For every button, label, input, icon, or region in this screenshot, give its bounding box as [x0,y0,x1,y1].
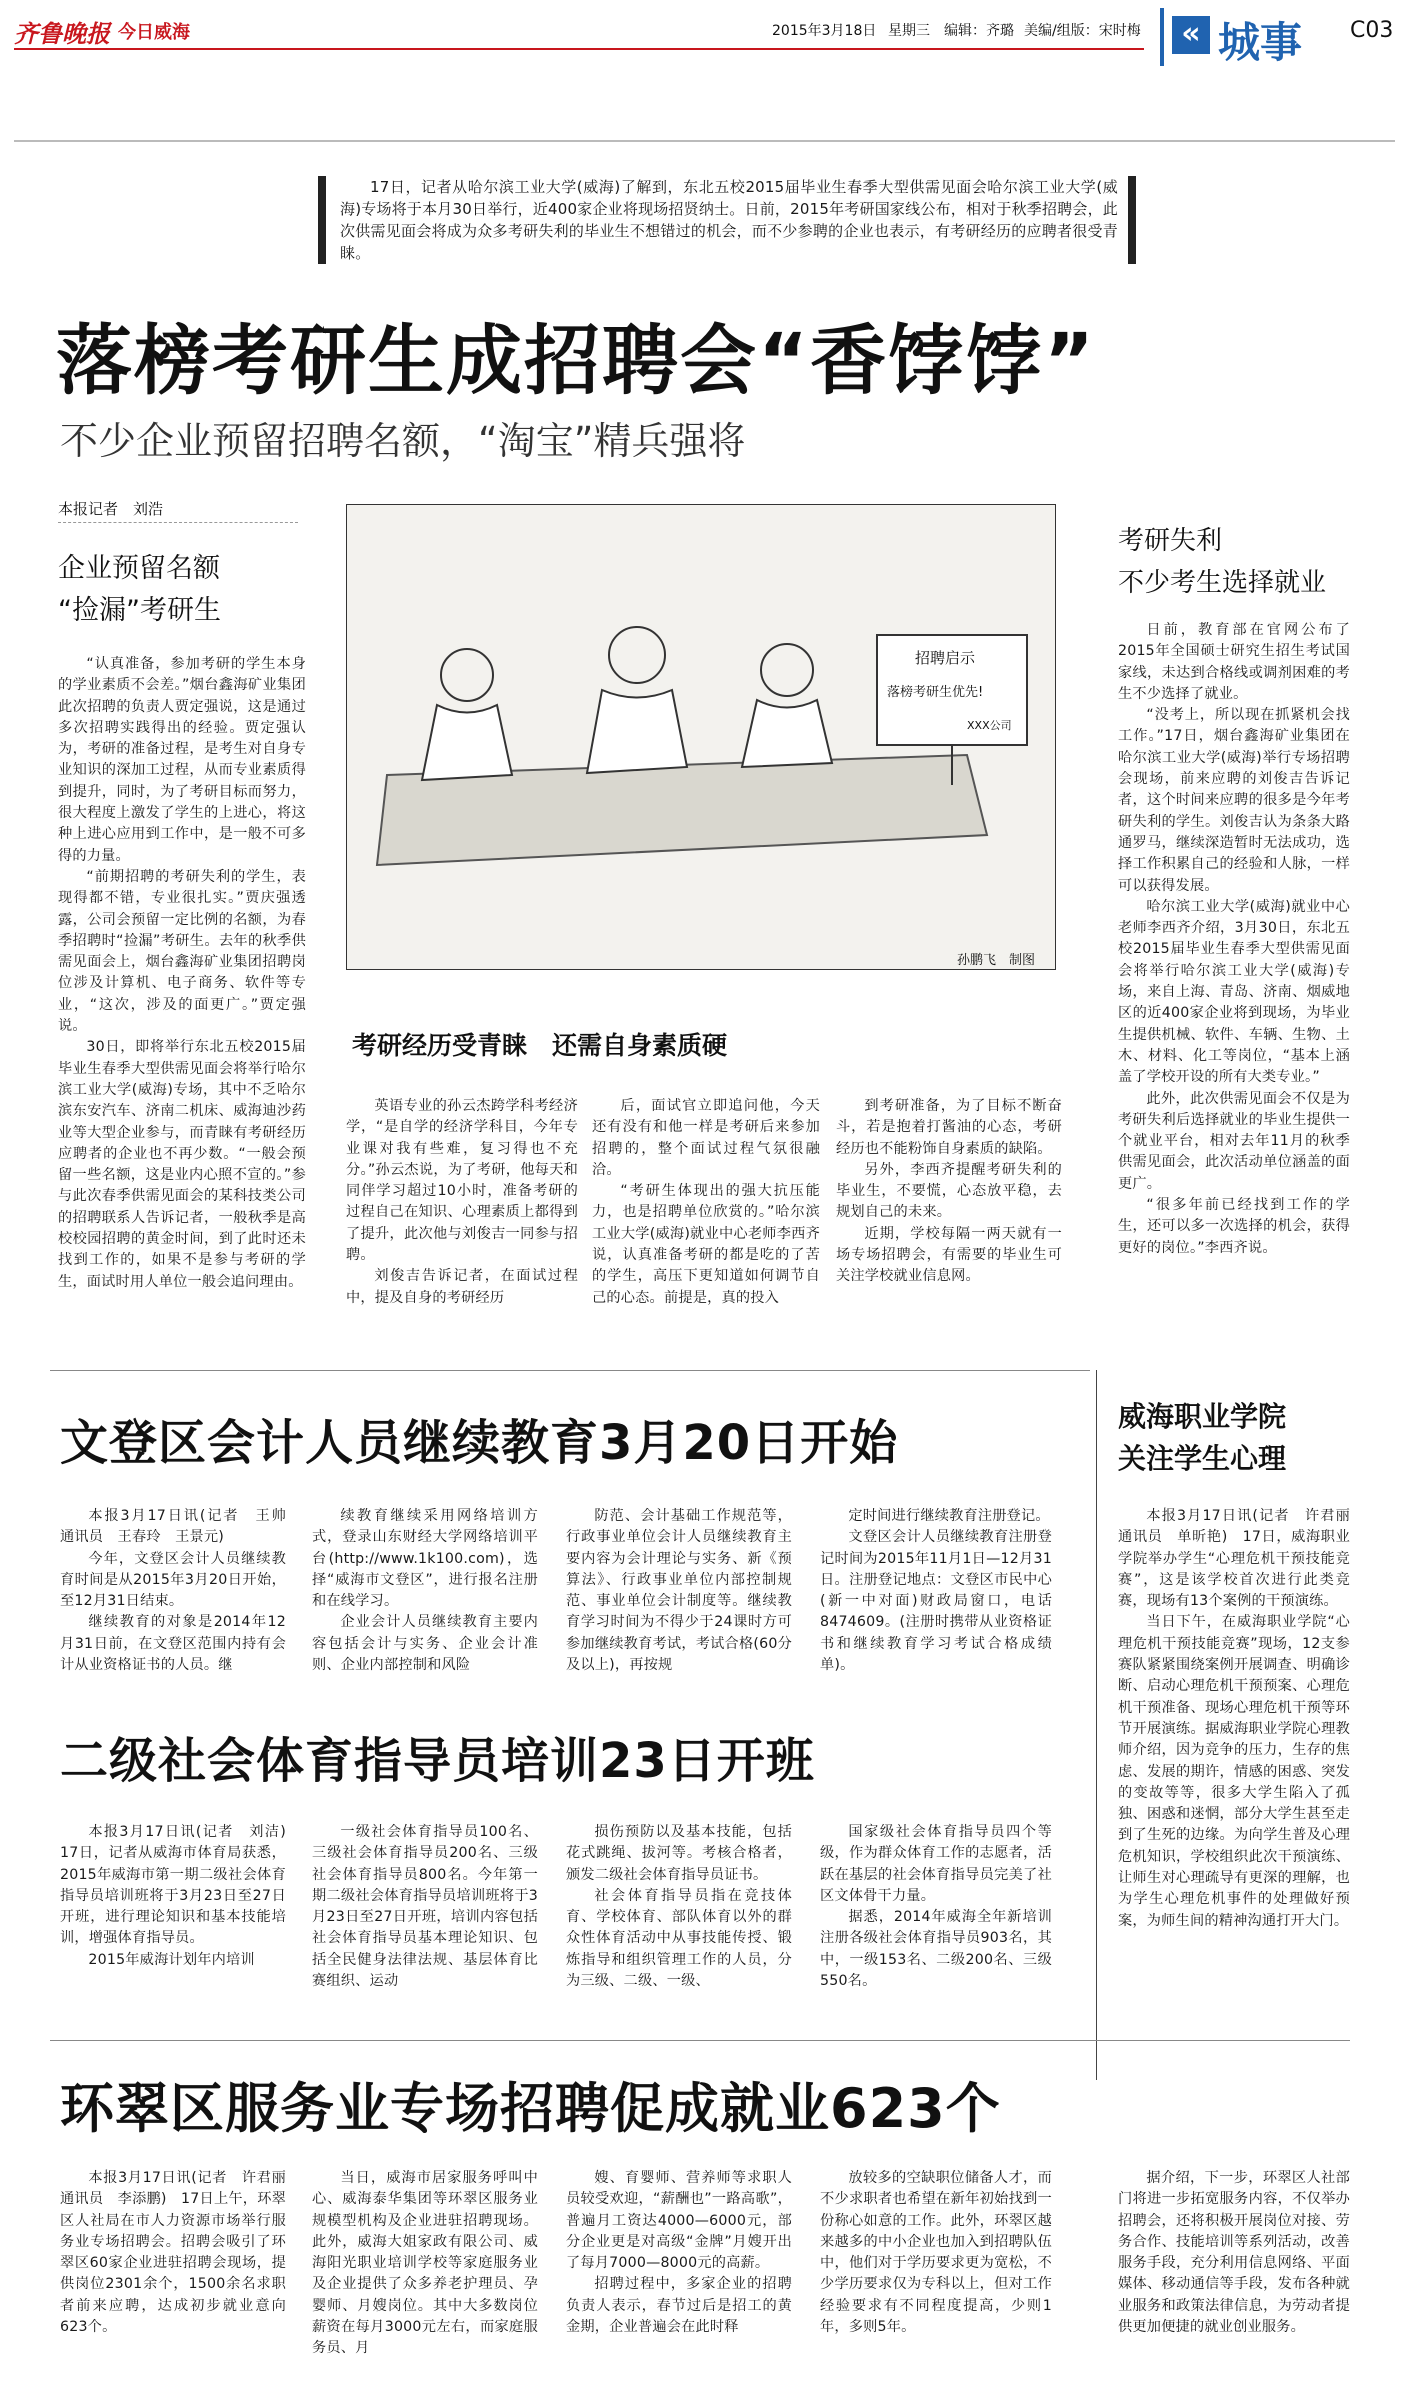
paragraph: “没考上，所以现在抓紧机会找工作。”17日，烟台鑫海矿业集团在哈尔滨工业大学(威海)举行专场招聘会现场，前来应聘的刘俊吉告诉记者，这个时间来应聘的很多是今年考研失利的学生。刘俊吉认为条条大路通罗马，继续深造暂时无法成功，选择工作积累自己的经验和人脉，一样可以获得发展。 [1118,707,1350,894]
paragraph: 本报3月17日讯(记者 许君丽 通讯员 李添鹏) 17日上午，环翠区人社局在市人力资源市场举行服务业专场招聘会。招聘会吸引了环翠区60家企业进驻招聘会现场，提供岗位2301余个，1500余名求职者前来应聘，达成初步就业意向623个。 [60,2170,301,2336]
paragraph: 据介绍，下一步，环翠区人社部门将进一步拓宽服务内容，不仅举办招聘会，还将积极开展岗位对接、劳务合作、技能培训等系列活动，改善服务手段，充分利用信息网络、平面媒体、移动通信等手段，发布各种就业服务和政策法律信息，为劳动者提供更加便捷的就业创业服务。 [1118,2170,1350,2336]
byline: 本报记者 刘浩 [58,500,164,518]
lead-intro-bar2 [1128,176,1136,264]
story5-col5 [1118,2168,1350,2338]
date: 2015年3月18日 [772,23,877,39]
paragraph: “认真准备，参加考研的学生本身的学业素质不会差。”烟台鑫海矿业集团此次招聘的负责人贾定强说，这是通过多次招聘实践得出的经验。贾定强认为，考研的准备过程，是考生对自身专业知识的深加工过程，从而专业素质得到提升，同时，为了考研目标而努力，很大程度上激发了学生的上进心，将这种上进心应用到工作中，是一般不可多得的力量。 [58,656,306,864]
story-headline-accounting: 文登区会计人员继续教育3月20日开始 [60,1415,899,1471]
story4-body [1118,1506,1365,1932]
page-number: C03 [1350,18,1394,43]
paragraph: 本报3月17日讯(记者 王帅 通讯员 王春玲 王景元) [60,1508,301,1546]
paragraph: 30日，即将举行东北五校2015届毕业生春季大型供需见面会将举行哈尔滨工业大学(威海)专场，其中不乏哈尔滨东安汽车、济南二机床、威海迪沙药业等大型企业参与，而青睐有考研经历应聘者的企业也不再少数。“一般会预留一些名额，这是业内心照不宣的。”参与此次春季供需见面会的某科技类公司的招聘联系人告诉记者，一般秋季是高校校园招聘的黄金时间，到了此时还未找到工作的，如果不是参与考研的学生，面试时用人单位一般会追问理由。 [58,1039,306,1290]
paragraph: 日前，教育部在官网公布了2015年全国硕士研究生招生考试国家线，未达到合格线或调剂困难的考生不少选择了就业。 [1118,622,1350,702]
paragraph: 损伤预防以及基本技能，包括花式跳绳、拔河等。考核合格者，颁发二级社会体育指导员证书。 [566,1824,792,1883]
paragraph: 企业会计人员继续教育主要内容包括会计与实务、企业会计准则、企业内部控制和风险 [312,1614,538,1674]
weekday: 星期三 [888,23,930,39]
story3-col1 [60,1822,301,1971]
story5-col4 [820,2168,1052,2338]
story3-col3 [566,1822,792,1992]
paragraph: 2015年威海计划年内培训 [88,1951,255,1968]
story2-col2 [312,1506,538,1676]
story2-col4 [820,1506,1052,1676]
paragraph: 当日，威海市居家服务呼叫中心、威海泰华集团等环翠区服务业规模型机构及企业进驻招聘现场。此外，威海大姐家政有限公司、威海阳光职业培训学校等家庭服务业及企业提供了众多养老护理员、孕婴师、月嫂岗位。其中大多数岗位薪资在每月3000元左右，而家庭服务员、月 [312,2170,538,2357]
paragraph: 招聘过程中，多家企业的招聘负责人表示，春节过后是招工的黄金期，企业普遍会在此时释 [566,2276,792,2336]
paragraph: 国家级社会体育指导员四个等级，作为群众体育工作的志愿者，活跃在基层的社会体育指导员完美了社区文体骨干力量。 [820,1824,1052,1904]
story-headline-jobs: 环翠区服务业专场招聘促成就业623个 [60,2077,1001,2140]
edition-tag: 今日威海 [118,22,190,43]
paragraph: 继续教育的对象是2014年12月31日前，在文登区范围内持有会计从业资格证书的人员。继 [60,1614,286,1674]
lead-col1 [58,654,306,1293]
paragraph: 据悉，2014年威海全年新培训注册各级社会体育指导员903名，其中，一级153名、二级200名、三级550名。 [820,1909,1052,1990]
chevron-left-icon: « [1172,16,1210,54]
paragraph: 定时间进行继续教育注册登记。 [848,1508,1050,1524]
cartoon-illustration [347,505,1055,969]
paragraph: 另外，李西齐提醒考研失利的毕业生，不要慌，心态放平稳，去规划自己的未来。 [836,1161,1062,1221]
paragraph: “考研生体现出的强大抗压能力，也是招聘单位欣赏的。”哈尔滨工业大学(威海)就业中心老师李西齐说，认真准备考研的都是吃的了苦的学生，高压下更知道如何调节自己的心态。前提是，真的投入 [592,1183,820,1306]
paragraph: 本报3月17日讯(记者 刘洁) 17日，记者从威海市体育局获悉，2015年威海市第一期二级社会体育指导员培训班将于3月23日至27日开班，进行理论知识和基本技能培训，增强体育指导员。 [60,1824,301,1947]
story5-col3 [566,2168,792,2338]
story3-col2 [312,1822,538,1992]
lead-col2 [346,1096,578,1309]
paragraph: “很多年前已经找到工作的学生，还可以多一次选择的机会，获得更好的岗位。”李西齐说。 [1118,1197,1350,1256]
editor: 编辑：齐璐 [944,23,1014,39]
logo: 齐鲁晚报 [14,19,110,48]
divider [50,1370,1090,1371]
paragraph: 后，面试官立即追问他，今天还有没有和他一样是考研后来参加招聘的，整个面试过程气氛很融洽。 [592,1098,820,1178]
story-headline-psychology: 威海职业学院 关注学生心理 [1118,1400,1287,1475]
paragraph: 英语专业的孙云杰跨学科考经济学，“是自学的经济学科目，今年专业课对我有些难，复习得也不充分。”孙云杰说，为了考研，他每天和同伴学习超过10小时，准备考研的过程自己在知识、心理素质上都得到了提升，此次他与刘俊吉一同参与招聘。 [346,1098,578,1264]
paragraph: 一级社会体育指导员100名、三级社会体育指导员200名、三级社会体育指导员800名。今年第一期二级社会体育指导员培训班将于3月23日至27日开班，培训内容包括社会体育指导员基本理论知识、包括全民健身法律法规、基层体育比赛组织、运动 [312,1824,538,1990]
paragraph: 近期，学校每隔一两天就有一场专场招聘会，有需要的毕业生可关注学校就业信息网。 [836,1225,1062,1285]
paragraph: 嫂、育婴师、营养师等求职人员较受欢迎，“薪酬也”一路高歌”，普遍月工资达4000—6000元，部分企业更是对高级“金牌”月嫂开出了每月7000—8000元的高薪。 [566,2170,792,2272]
lead-col5 [1118,620,1350,1259]
story3-col4 [820,1822,1052,1992]
paragraph: 此外，此次供需见面会不仅是为考研失利后选择就业的毕业生提供一个就业平台，相对去年11月的秋季供需见面会，此次活动单位涵盖的面更广。 [1118,1090,1350,1192]
paragraph: 防范、会计基础工作规范等，行政事业单位会计人员继续教育主要内容为会计理论与实务、新《预算法》、行政事业单位内部控制规范、事业单位会计制度等。继续教育学习时间为不得少于24课时方可参加继续教育考试，考试合格(60分及以上)，再按规 [566,1508,792,1674]
cartoon-sign-text: 落榜考研生优先! [887,685,984,700]
lead-intro-bar [318,176,326,264]
top-rule [14,140,1395,142]
cartoon [346,504,1056,970]
subhead: 不少企业预留招聘名额，“淘宝”精兵强将 [60,419,746,463]
story2-col3 [566,1506,792,1676]
paragraph: 到考研准备，为了目标不断奋斗，若是抱着打酱油的心态，考研经历也不能粉饰自身素质的缺陷。 [836,1098,1062,1157]
paragraph: 本报3月17日讯(记者 许君丽 通讯员 单昕艳) 17日，威海职业学院举办学生“心理危机干预技能竞赛”，这是该学校首次进行此类竞赛，现场有13个案例的干预演练。 [1118,1508,1365,1610]
subhead-reserve: 企业预留名额 “捡漏”考研生 [58,553,221,626]
lead-intro: 17日，记者从哈尔滨工业大学(威海)了解到，东北五校2015届毕业生春季大型供需见面会哈尔滨工业大学(威海)专场将于本月30日举行，近400家企业将现场招贤纳士。日前，2015年考研国家线公布，相对于秋季招聘会，此次供需见面会将成为众多考研失利的毕业生不想错过的机会，而不少参聘的企业也表示，有考研经历的应聘者很受青睐。 [340,178,1118,262]
cartoon-sign-company: XXX公司 [967,719,1012,732]
subhead-experience: 考研经历受青睐 还需自身素质硬 [352,1031,728,1060]
paragraph: 文登区会计人员继续教育注册登记时间为2015年11月1日—12月31日。注册登记地点：文登区市民中心(新一中对面)财政局窗口，电话8474609。(注册时携带从业资格证书和继续教育学习考试合格成绩单)。 [820,1529,1052,1674]
masthead [0,0,1409,80]
headline: 落榜考研生成招聘会“香饽饽” [56,316,1096,405]
cartoon-sign-title: 招聘启示 [915,649,976,667]
paragraph: 放较多的空缺职位储备人才，而不少求职者也希望在新年初始找到一份称心如意的工作。此外，环翠区越来越多的中小企业也加入到招聘队伍中，他们对于学历要求更为宽松，不少学历要求仅为专科以上，但对工作经验要求有不同程度提高，少则1年，多则5年。 [820,2170,1052,2336]
section-box [1160,8,1330,66]
byline-rule [58,522,298,523]
designer: 美编/组版：宋时梅 [1024,23,1141,39]
paragraph: 当日下午，在威海职业学院“心理危机干预技能竞赛”现场，12支参赛队紧紧围绕案例开展调查、明确诊断、启动心理危机干预预案、心理危机干预准备、现场心理危机干预等环节开展演练。据威海职业学院心理教师介绍，因为竞争的压力，生存的焦虑、发展的期许，情感的困惑、突发的变故等等，很多大学生陷入了孤独、困惑和迷惘，部分大学生甚至走到了生死的边缘。为向学生普及心理危机知识，学校组织此次干预演练、让师生对心理疏导有更深的理解，也为学生心理危机事件的处理做好预案，为师生间的精神沟通打开大门。 [1118,1614,1350,1929]
cartoon-credit: 孙鹏飞 制图 [957,953,1036,968]
subhead-employment: 考研失利 不少考生选择就业 [1118,526,1327,598]
paragraph: 今年，文登区会计人员继续教育时间是从2015年3月20日开始，至12月31日结束。 [60,1550,286,1610]
paragraph: 社会体育指导员指在竞技体育、学校体育、部队体育以外的群众性体育活动中从事技能传授、锻炼指导和组织管理工作的人员，分为三级、二级、一级、 [566,1887,792,1990]
story5-col2 [312,2168,538,2360]
paragraph: 哈尔滨工业大学(威海)就业中心老师李西齐介绍，3月30日，东北五校2015届毕业生春季大型供需见面会将举行哈尔滨工业大学(威海)专场，来自上海、青岛、济南、烟威地区的近400家企业将到现场，为毕业生提供机械、软件、车辆、生物、土木、材料、化工等岗位，“基本上涵盖了学校开设的所有大类专业。” [1118,898,1350,1086]
column-divider [1096,1370,1097,2080]
paragraph: “前期招聘的考研失利的学生，表现得都不错，专业很扎实。”贾庆强透露，公司会预留一定比例的名额，为春季招聘时“捡漏”考研生。去年的秋季供需见面会上，烟台鑫海矿业集团招聘岗位涉及计算机、电子商务、软件等专业，“这次，涉及的面更广。”贾定强说。 [58,868,306,1035]
story-headline-sports: 二级社会体育指导员培训23日开班 [60,1733,815,1789]
lead-col4 [836,1096,1062,1288]
story2-col1 [60,1506,301,1676]
paragraph: 刘俊吉告诉记者，在面试过程中，提及自身的考研经历 [346,1268,578,1306]
section-title: 城事 [1218,18,1303,67]
divider [50,2040,1350,2041]
paragraph: 续教育继续采用网络培训方式，登录山东财经大学网络培训平台(http://www.1k100.com)，选择“威海市文登区”，进行报名注册和在线学习。 [312,1508,538,1610]
story5-col1 [60,2168,301,2338]
lead-col3 [592,1096,820,1309]
header-divider [14,48,1144,50]
